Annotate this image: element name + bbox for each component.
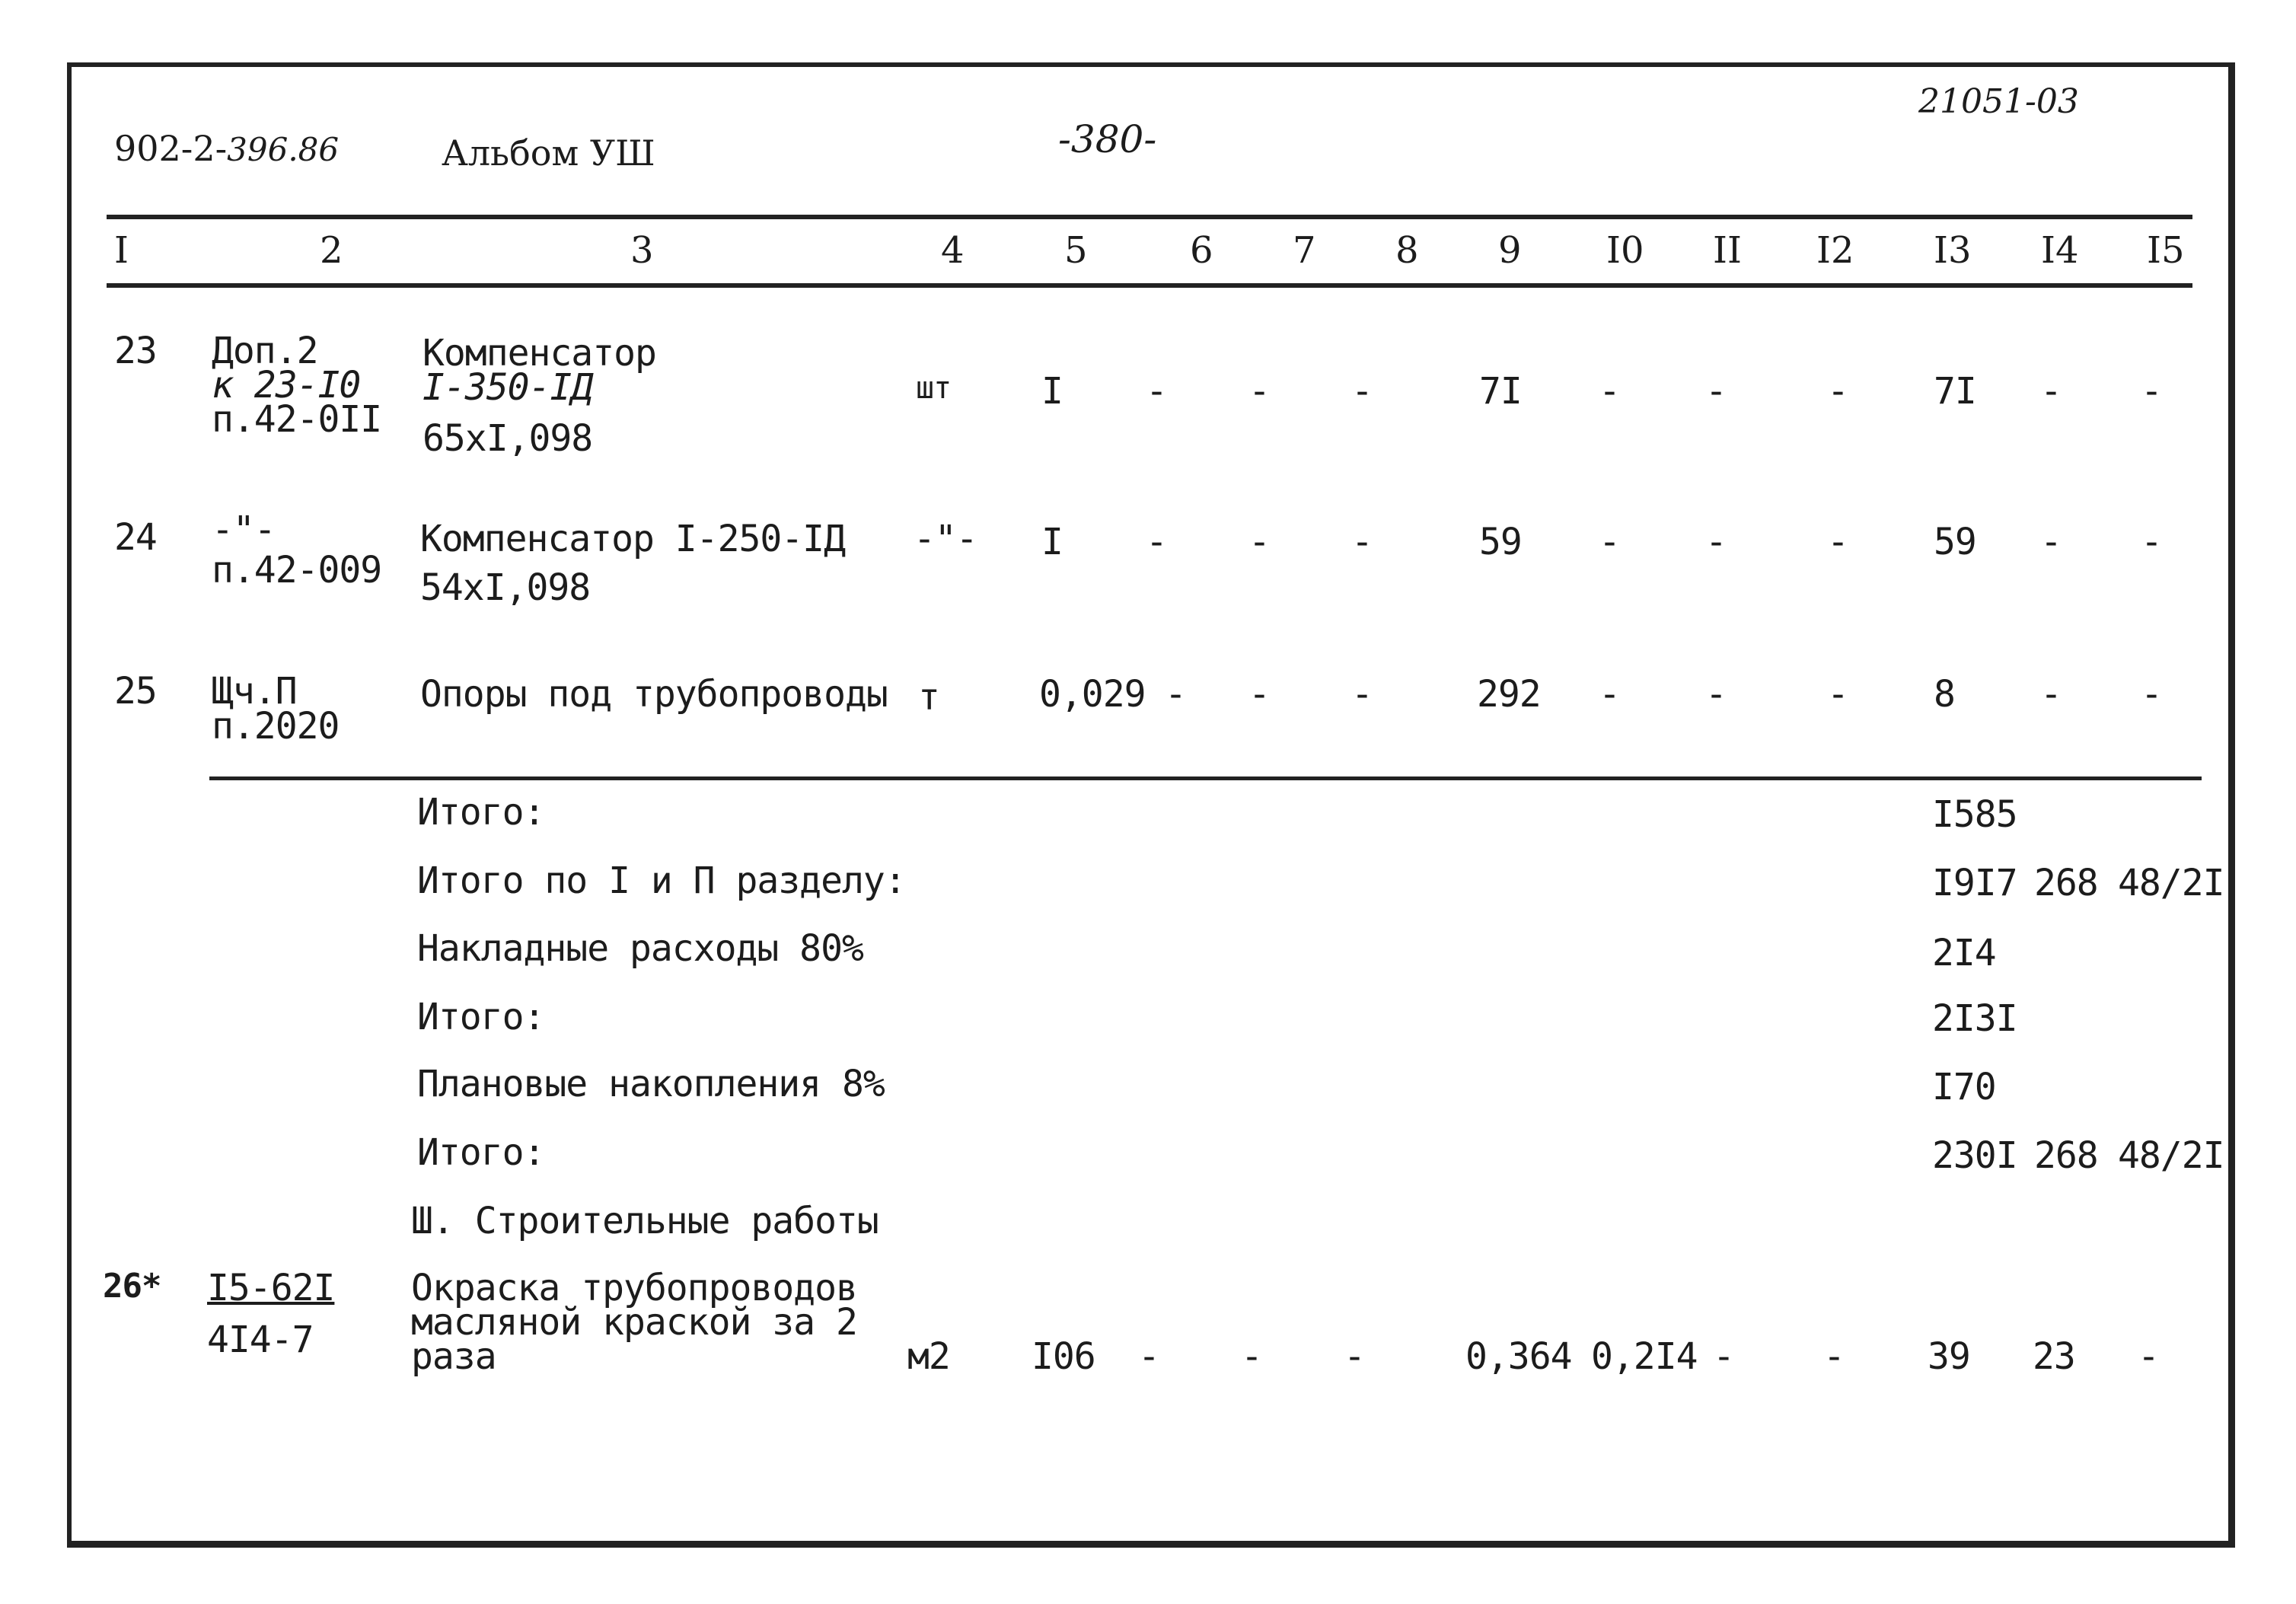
row-cell: - [1705,673,1727,716]
column-header-13: I3 [1934,229,1972,272]
row-cell: - [1351,370,1373,413]
row-description-line: Окраска трубопроводов [411,1267,857,1309]
row-cell: - [1248,521,1270,563]
album-label: Альбом УШ [442,132,655,174]
row-reference-line: к 23-I0 [212,364,361,407]
row-cell: - [1146,370,1167,413]
row-reference-line: -"- [212,509,276,551]
row-description-extra: 65хI,098 [423,417,593,460]
column-header-10: I0 [1606,229,1644,272]
row-cell: - [2040,673,2062,716]
row-unit: -"- [914,518,977,560]
row-cell: - [2141,521,2162,563]
row-reference-line: п.42-009 [212,549,382,592]
row-cell: 23 [2033,1335,2075,1378]
page-number: -380- [1058,117,1157,161]
row-unit: т [918,676,939,719]
totals-separator-rule [209,776,2202,780]
column-header-1: I [114,229,129,272]
total-label: Итого по I и П разделу: [417,859,906,902]
row-cell: 0,364 [1465,1335,1572,1378]
row-reference-line: 4I4-7 [207,1319,314,1361]
row-cell: 292 [1477,673,1541,716]
row-description-line: Компенсатор [423,332,656,375]
row-cell: 7I [1479,370,1522,413]
column-header-9: 9 [1498,229,1522,272]
column-header-14: I4 [2041,229,2079,272]
column-header-3: 3 [630,229,654,272]
header-top-rule [107,215,2192,219]
row-cell: - [1138,1335,1159,1378]
row-cell: - [1823,1335,1845,1378]
row-cell: 59 [1934,521,1976,563]
row-unit: шт [916,371,952,406]
row-description-line: масляной краской за 2 [411,1301,857,1344]
column-header-8: 8 [1395,229,1419,272]
row-cell: 59 [1479,521,1522,563]
row-cell: - [1599,521,1620,563]
column-header-2: 2 [320,229,343,272]
total-value: I585 [1932,793,2017,836]
document-code [114,128,340,169]
row-reference-line: п.42-0II [212,398,382,441]
row-cell: - [1827,673,1848,716]
row-reference-line: п.2020 [212,705,340,748]
row-cell: - [1241,1335,1262,1378]
row-reference-line: Щч.П [212,670,297,713]
row-reference-line: I5-62I [207,1267,335,1309]
total-value: 2I4 [1932,932,1996,974]
row-cell: - [1146,521,1167,563]
row-unit: м2 [907,1335,950,1378]
row-cell: 0,2I4 [1591,1335,1698,1378]
row-number: 24 [114,516,157,559]
column-header-7: 7 [1293,229,1316,272]
row-cell: - [1599,673,1620,716]
total-value: 268 [2034,862,2098,904]
row-cell: - [1705,370,1727,413]
row-quantity: 0,029 [1039,673,1146,716]
row-description-line: Компенсатор I-250-IД [420,518,845,560]
row-number: 26* [103,1267,161,1306]
section-heading: Ш. Строительные работы [411,1200,879,1242]
total-value: 268 [2034,1134,2098,1177]
total-label: Итого: [417,1131,545,1174]
column-header-5: 5 [1064,229,1088,272]
row-number: 25 [114,670,157,713]
column-header-6: 6 [1190,229,1213,272]
row-cell: - [2141,370,2162,413]
row-quantity: I [1041,521,1063,563]
total-value: 48/2I [2118,1134,2224,1177]
total-label: Накладные расходы 80% [417,927,863,970]
total-value: 230I [1932,1134,2017,1177]
row-cell: - [1344,1335,1365,1378]
total-value: 2I3I [1932,997,2017,1040]
row-cell: - [1248,370,1270,413]
row-cell: - [1713,1335,1734,1378]
row-cell: - [2040,370,2062,413]
total-value: I9I7 [1932,862,2017,904]
row-quantity: I06 [1032,1335,1095,1378]
row-cell: - [2138,1335,2159,1378]
row-description-line: Опоры под трубопроводы [420,673,888,716]
total-label: Плановые накопления 8% [417,1063,885,1105]
row-cell: 8 [1934,673,1955,716]
row-cell: 39 [1928,1335,1970,1378]
row-cell: 7I [1934,370,1976,413]
row-cell: - [2040,521,2062,563]
row-number: 23 [114,330,157,372]
row-cell: - [1705,521,1727,563]
row-cell: - [1165,673,1186,716]
row-reference-line: Доп.2 [212,330,318,372]
column-header-15: I5 [2147,229,2185,272]
row-description-extra: 54хI,098 [420,566,591,609]
row-cell: - [1599,370,1620,413]
header-bottom-rule [107,283,2192,288]
column-header-4: 4 [941,229,965,272]
row-description-line: I-350-IД [423,366,593,409]
total-label: Итого: [417,791,545,834]
total-value: 48/2I [2118,862,2224,904]
total-label: Итого: [417,996,545,1038]
row-description-line: раза [411,1335,496,1378]
row-cell: - [2141,673,2162,716]
row-cell: - [1827,370,1848,413]
row-cell: - [1248,673,1270,716]
document-code-handwritten: 396.86 [227,131,340,168]
row-cell: - [1827,521,1848,563]
column-header-11: II [1713,229,1742,272]
document-code-prefix: 902-2- [114,128,228,169]
corner-number: 21051-03 [1918,82,2079,121]
total-value: I70 [1932,1066,1996,1108]
column-header-12: I2 [1816,229,1854,272]
row-cell: - [1351,673,1373,716]
row-cell: - [1351,521,1373,563]
row-quantity: I [1041,370,1063,413]
